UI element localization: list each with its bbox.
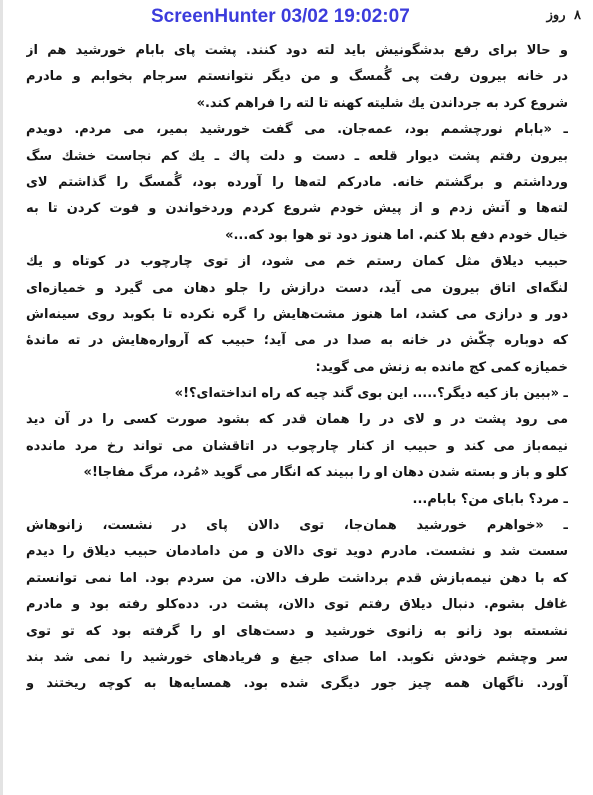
text-line: ورداشتم و برگشتم خانه. مادرکم لته‌ها را آورده بود، گُمسگ را گذاشتم لای <box>26 174 568 190</box>
paragraph <box>26 381 568 407</box>
text-line: که دوباره چکّش در خانه به صدا در می آید؛ حبیب که آرواره‌هایش در ته ماندۀ <box>26 333 568 349</box>
text-line: سر وچشم خودش نکوبد. اما صدای جیغ و فریادهای خورشید را نمی شد بند <box>26 649 568 665</box>
text-line: شروع کرد به جرداندن یك شلیته کهنه تا لته را فراهم کند.» <box>196 95 568 111</box>
text-line: ـ «بابام نورچشمم بود، عمه‌جان. می گفت خورشید بمیر، می مردم. دویدم <box>26 122 568 138</box>
text-line: ـ مرد؟ بابای من؟ بابام... <box>412 491 568 507</box>
text-line: و حالا برای رفع بدشگونیش باید لته دود کنند. پشت پای بابام خورشید هم از <box>26 43 568 58</box>
body-text <box>26 38 568 698</box>
text-line: می رود پشت در و لای در را همان قدر که بشود صورت کسی را در آن دید <box>26 412 568 428</box>
paragraph <box>26 487 568 513</box>
text-line: لنگه‌ای اتاق بیرون می آید، دست درازش را جلو دهان می گیرد و خمیازه‌ای <box>26 280 568 296</box>
page-number: ۸ <box>574 8 581 23</box>
text-line: لته‌ها و آتش زدم و از پیش خودم شروع کردم وردخواندن و فوت کردن تا به <box>26 201 568 217</box>
text-line: غافل بشوم. دنبال دیلاق رفتم توی دالان، پشت در. دده‌کلو رفته بود و مادرم <box>26 597 568 613</box>
text-line: نیمه‌باز می کند و حبیب از کنار چارچوب در اتاقشان می تواند رخ مرد ماندده <box>26 438 568 454</box>
text-line: که با دهن نیمه‌بازش قدم برداشت طرف دالان. من سردم بود. اما نمی توانستم <box>26 570 568 586</box>
paragraph <box>26 117 568 249</box>
text-line: ـ «خواهرم خورشید همان‌جا، توی دالان پای در نشست، زانوهاش <box>26 518 568 534</box>
paragraph <box>26 407 568 486</box>
text-line: دور و درازی می کشد، اما هنوز مشت‌هایش را گره نکرده تا بکوبد روی سینه‌اش <box>26 306 568 322</box>
text-line: نشسته بود زانو به زانوی خورشید و دست‌های او را گرفته بود که تو توی <box>26 623 568 639</box>
paragraph <box>26 38 568 117</box>
paragraph <box>26 513 568 698</box>
paragraph <box>26 249 568 381</box>
text-line: در خانه بیرون رفت پی گُمسگ و من دیگر نتوانستم سرجام بخوابم و مادرم <box>26 69 568 85</box>
screenhunter-watermark: ScreenHunter 03/02 19:02:07 <box>151 6 410 27</box>
text-line: بیرون رفتم پشت دیوار قلعه ـ دست و دلت پاك ـ یك کم نجاست خشك سگ <box>26 148 568 164</box>
page-number-label <box>547 8 581 23</box>
page-header <box>21 2 581 36</box>
page-edge-divider <box>0 0 3 795</box>
text-line: آورد. ناگهان همه چیز جور دیگری شده بود. همسایه‌ها به کوچه ریختند و <box>26 676 568 692</box>
text-line: ـ «ببین باز کیه دیگر؟..... این بوی گند چیه که راه انداخته‌ای؟!» <box>174 386 568 402</box>
text-line: خیال خودم دفع بلا کنم. اما هنوز دود تو هوا بود که...» <box>225 227 568 243</box>
text-line: سست شد و نشست. مادرم دوید توی دالان و من دامادمان حبیب دیلاق را دیدم <box>26 544 568 560</box>
running-title: روز <box>546 8 566 23</box>
text-line: حبیب دیلاق مثل کمان رستم خم می شود، از توی چارچوب در کوتاه و یك <box>26 254 568 270</box>
text-line: خمیازه کمی کج مانده به زنش می گوید: <box>315 359 568 375</box>
text-line: کلو و باز و بسته شدن دهان او را ببیند که انگار می گوید «مُرد، مرگ مفاجا!» <box>83 465 568 481</box>
